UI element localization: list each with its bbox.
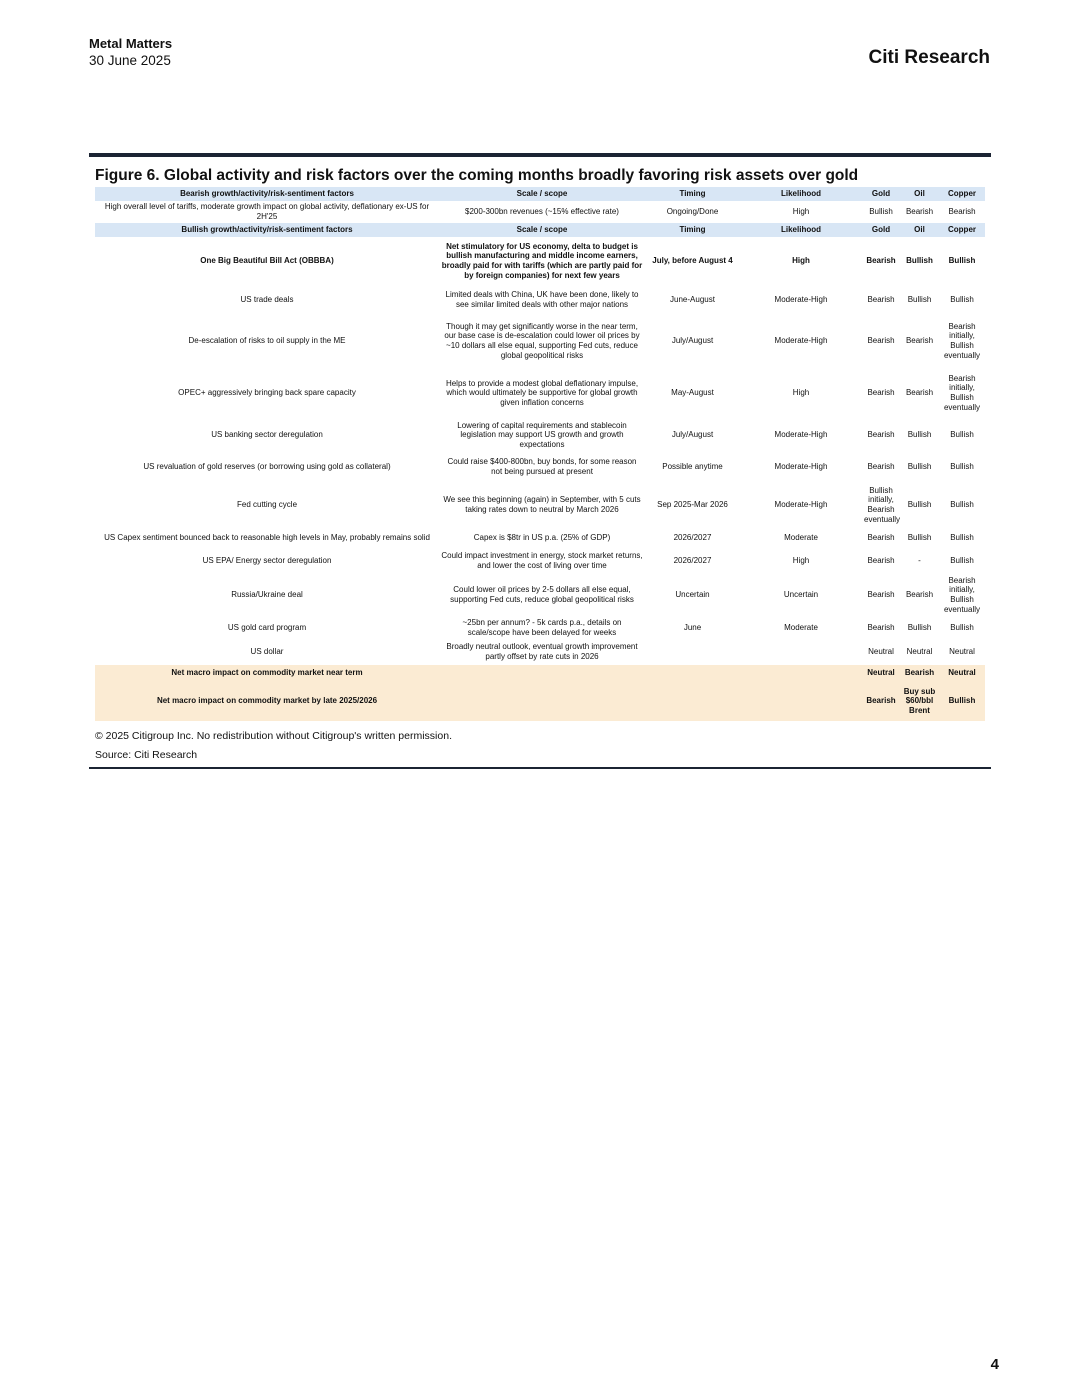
figure-footer bbox=[95, 727, 991, 765]
timing-cell: July/August bbox=[671, 430, 714, 440]
table-row bbox=[95, 237, 985, 285]
publication-date: 30 June 2025 bbox=[89, 53, 171, 68]
copper-cell: Bullish bbox=[948, 256, 976, 266]
timing-header: Timing bbox=[645, 187, 740, 201]
table-row bbox=[95, 419, 985, 451]
table-row bbox=[95, 639, 985, 665]
gold-cell: Bearish bbox=[866, 256, 896, 266]
timing-cell: May-August bbox=[671, 388, 714, 398]
likelihood-cell: Uncertain bbox=[783, 590, 819, 600]
net-impact-row bbox=[95, 665, 985, 681]
section-header-row bbox=[95, 187, 985, 201]
gold-cell: Bullish bbox=[869, 207, 893, 217]
table-row bbox=[95, 617, 985, 639]
brand-logo: Citi Research bbox=[868, 47, 990, 68]
figure-6 bbox=[89, 153, 991, 769]
likelihood-cell bbox=[740, 639, 862, 665]
oil-cell: Bearish bbox=[905, 207, 934, 217]
table-row bbox=[95, 573, 985, 617]
risk-factor-table bbox=[95, 187, 985, 721]
oil-header: Oil bbox=[900, 223, 939, 237]
timing-cell: Sep 2025-Mar 2026 bbox=[657, 500, 728, 510]
table-row bbox=[95, 201, 985, 223]
gold-cell: Bearish bbox=[862, 681, 900, 721]
oil-cell: Bullish bbox=[907, 462, 932, 472]
likelihood-header: Likelihood bbox=[740, 187, 862, 201]
oil-cell: Buy sub $60/bbl Brent bbox=[900, 681, 939, 721]
gold-cell: Neutral bbox=[862, 665, 900, 681]
gold-cell: Bearish bbox=[867, 462, 895, 472]
scale-cell: Limited deals with China, UK have been done, likely to see similar limited deals with other major nations bbox=[445, 290, 639, 309]
gold-cell: Bearish bbox=[867, 336, 895, 346]
oil-cell: Bearish bbox=[905, 336, 934, 346]
likelihood-cell: High bbox=[792, 207, 810, 217]
copper-cell: Bullish bbox=[950, 430, 974, 440]
factor-cell: De-escalation of risks to oil supply in the ME bbox=[188, 336, 346, 346]
gold-cell: Bearish bbox=[867, 430, 895, 440]
factor-cell: US EPA/ Energy sector deregulation bbox=[202, 556, 332, 566]
copper-cell: Bullish bbox=[950, 533, 974, 543]
copper-cell: Neutral bbox=[939, 665, 985, 681]
likelihood-cell: Moderate-High bbox=[774, 462, 828, 472]
source-note: Source: Citi Research bbox=[95, 749, 198, 761]
oil-cell: Bullish bbox=[907, 623, 932, 633]
gold-cell: Bearish bbox=[867, 623, 895, 633]
copper-cell: Bullish bbox=[950, 295, 974, 305]
net-impact-row bbox=[95, 681, 985, 721]
table-row bbox=[95, 527, 985, 549]
figure-bottom-rule bbox=[89, 767, 991, 769]
oil-cell: Bullish bbox=[907, 430, 932, 440]
gold-cell: Bearish bbox=[867, 533, 895, 543]
likelihood-cell: Moderate bbox=[784, 533, 818, 543]
table-row bbox=[95, 315, 985, 367]
page-number: 4 bbox=[990, 1356, 999, 1373]
copper-cell: Bearish initially, Bullish eventually bbox=[943, 373, 981, 412]
scale-cell: Capex is $8tr in US p.a. (25% of GDP) bbox=[473, 533, 611, 543]
timing-cell: July, before August 4 bbox=[652, 256, 733, 266]
copper-header: Copper bbox=[939, 187, 985, 201]
likelihood-cell: Moderate-High bbox=[774, 500, 828, 510]
timing-cell: 2026/2027 bbox=[673, 533, 712, 543]
factor-cell: One Big Beautiful Bill Act (OBBBA) bbox=[200, 256, 334, 266]
net-impact-spacer bbox=[439, 681, 862, 721]
scale-cell: Though it may get significantly worse in the near term, our base case is de-escalation could lower oil prices by ~10 dollars all else equal, supporting Fed cuts, reduce global geopolitical risks bbox=[444, 321, 640, 360]
gold-header: Gold bbox=[862, 187, 900, 201]
scale-cell: Helps to provide a modest global deflationary impulse, which would ultimately be supportive for global growth given inflation concerns bbox=[445, 378, 639, 407]
timing-cell bbox=[645, 639, 740, 665]
factor-cell: OPEC+ aggressively bringing back spare capacity bbox=[178, 388, 356, 398]
copper-cell: Bullish bbox=[950, 556, 974, 566]
net-impact-label: Net macro impact on commodity market near term bbox=[95, 665, 439, 681]
oil-cell: - bbox=[918, 556, 921, 566]
timing-cell: Uncertain bbox=[675, 590, 710, 600]
likelihood-cell: Moderate bbox=[784, 623, 818, 633]
scale-header: Scale / scope bbox=[439, 187, 645, 201]
likelihood-cell: Moderate-High bbox=[774, 430, 828, 440]
timing-cell: July/August bbox=[671, 336, 714, 346]
scale-cell: Could raise $400-800bn, buy bonds, for some reason not being pursued at present bbox=[447, 457, 637, 476]
likelihood-cell: Moderate-High bbox=[774, 295, 828, 305]
likelihood-cell: High bbox=[792, 388, 810, 398]
likelihood-cell: High bbox=[792, 256, 810, 266]
oil-cell: Neutral bbox=[906, 647, 933, 657]
factor-cell: US gold card program bbox=[227, 623, 307, 633]
section-header-row bbox=[95, 223, 985, 237]
publication-name: Metal Matters bbox=[89, 36, 173, 51]
copper-header: Copper bbox=[939, 223, 985, 237]
timing-header: Timing bbox=[645, 223, 740, 237]
scale-header: Scale / scope bbox=[439, 223, 645, 237]
copper-cell: Bullish bbox=[950, 500, 974, 510]
factor-cell: Fed cutting cycle bbox=[236, 500, 298, 510]
section-header: Bullish growth/activity/risk-sentiment factors bbox=[95, 223, 439, 237]
likelihood-header: Likelihood bbox=[740, 223, 862, 237]
copper-cell: Neutral bbox=[949, 647, 975, 657]
table-row bbox=[95, 451, 985, 483]
likelihood-cell: Moderate-High bbox=[774, 336, 828, 346]
timing-cell: 2026/2027 bbox=[673, 556, 712, 566]
copper-cell: Bearish initially, Bullish eventually bbox=[943, 575, 981, 614]
timing-cell: June-August bbox=[670, 295, 715, 305]
copper-cell: Bullish bbox=[950, 462, 974, 472]
net-impact-label: Net macro impact on commodity market by late 2025/2026 bbox=[95, 681, 439, 721]
copper-cell: Bullish bbox=[939, 681, 985, 721]
copper-cell: Bearish initially, Bullish eventually bbox=[943, 321, 981, 360]
scale-cell: Broadly neutral outlook, eventual growth improvement partly offset by rate cuts in 2026 bbox=[446, 642, 638, 661]
factor-cell: US dollar bbox=[250, 647, 284, 657]
table-row bbox=[95, 285, 985, 315]
gold-cell: Bearish bbox=[867, 556, 895, 566]
timing-cell: June bbox=[683, 623, 702, 633]
scale-cell: Lowering of capital requirements and stablecoin legislation may support US growth and growth expectations bbox=[457, 420, 627, 449]
factor-cell: US trade deals bbox=[240, 295, 294, 305]
table-row bbox=[95, 549, 985, 573]
oil-cell: Bearish bbox=[900, 665, 939, 681]
oil-cell: Bullish bbox=[906, 256, 933, 266]
scale-cell: $200-300bn revenues (~15% effective rate) bbox=[465, 207, 619, 217]
table-row bbox=[95, 483, 985, 527]
scale-cell: ~25bn per annum? - 5k cards p.a., details on scale/scope have been delayed for weeks bbox=[462, 618, 622, 637]
figure-title: Figure 6. Global activity and risk factors over the coming months broadly favoring risk assets over gold bbox=[95, 167, 859, 184]
gold-cell: Neutral bbox=[868, 647, 894, 657]
oil-header: Oil bbox=[900, 187, 939, 201]
gold-cell: Bullish initially, Bearish eventually bbox=[864, 485, 901, 524]
likelihood-cell: High bbox=[792, 556, 810, 566]
copper-cell: Bearish bbox=[948, 207, 976, 217]
report-header bbox=[89, 36, 172, 69]
factor-cell: High overall level of tariffs, moderate growth impact on global activity, deflationary ex-US for 2H'25 bbox=[104, 202, 430, 221]
table-row bbox=[95, 367, 985, 419]
scale-cell: Could impact investment in energy, stock market returns, and lower the cost of living over time bbox=[441, 551, 643, 570]
timing-cell: Possible anytime bbox=[662, 462, 723, 472]
factor-cell: US banking sector deregulation bbox=[211, 430, 323, 440]
scale-cell: Net stimulatory for US economy, delta to budget is bullish manufacturing and middle income earners, broadly paid for with tariffs (which are partly paid for by foreign companies) for next few years bbox=[441, 241, 643, 280]
net-impact-spacer bbox=[439, 665, 862, 681]
scale-cell: We see this beginning (again) in September, with 5 cuts taking rates down to neutral by March 2026 bbox=[443, 495, 641, 514]
scale-cell: Could lower oil prices by 2-5 dollars all else equal, supporting Fed cuts, reduce global geopolitical risks bbox=[450, 585, 634, 604]
copyright-note: © 2025 Citigroup Inc. No redistribution without Citigroup's written permission. bbox=[95, 730, 452, 742]
factor-cell: Russia/Ukraine deal bbox=[231, 590, 303, 600]
factor-cell: US Capex sentiment bounced back to reasonable high levels in May, probably remains solid bbox=[104, 533, 430, 543]
oil-cell: Bullish bbox=[907, 500, 932, 510]
gold-header: Gold bbox=[862, 223, 900, 237]
factor-cell: US revaluation of gold reserves (or borrowing using gold as collateral) bbox=[143, 462, 391, 472]
copper-cell: Bullish bbox=[950, 623, 974, 633]
oil-cell: Bullish bbox=[907, 295, 932, 305]
timing-cell: Ongoing/Done bbox=[666, 207, 719, 217]
section-header: Bearish growth/activity/risk-sentiment factors bbox=[95, 187, 439, 201]
oil-cell: Bullish bbox=[907, 533, 932, 543]
gold-cell: Bearish bbox=[867, 590, 895, 600]
gold-cell: Bearish bbox=[867, 295, 895, 305]
gold-cell: Bearish bbox=[867, 388, 895, 398]
oil-cell: Bearish bbox=[905, 388, 934, 398]
oil-cell: Bearish bbox=[905, 590, 934, 600]
